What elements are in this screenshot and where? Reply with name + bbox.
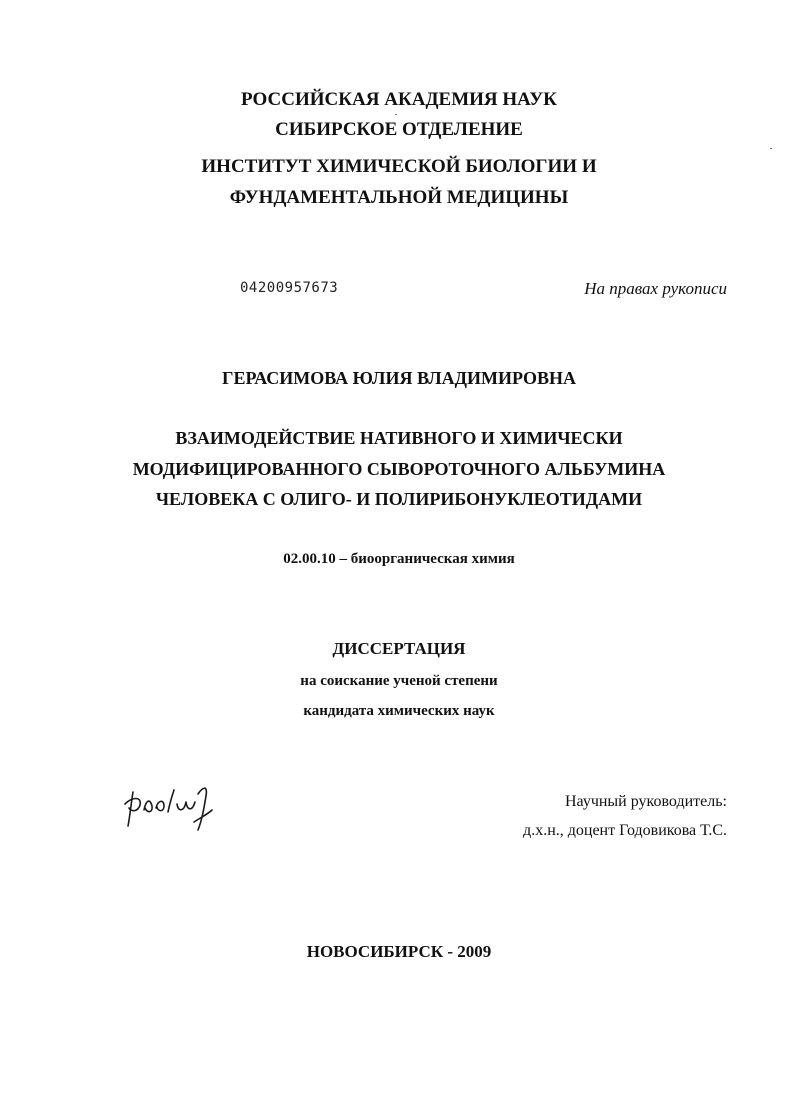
- scan-speck: [770, 148, 772, 149]
- specialty-code: 02.00.10: [283, 551, 336, 567]
- scan-speck: [395, 114, 397, 115]
- specialty: [0, 551, 798, 568]
- manuscript-rights: На правах рукописи: [584, 279, 727, 298]
- registration-number: 04200957673: [240, 280, 339, 296]
- advisor-name: д.х.н., доцент Годовикова Т.С.: [523, 822, 727, 839]
- signature-image: [122, 770, 218, 834]
- title-line1: ВЗАИМОДЕЙСТВИЕ НАТИВНОГО И ХИМИЧЕСКИ: [175, 428, 623, 448]
- author-name: ГЕРАСИМОВА ЮЛИЯ ВЛАДИМИРОВНА: [222, 368, 576, 388]
- institute-name-line1: ИНСТИТУТ ХИМИЧЕСКОЙ БИОЛОГИИ И: [201, 156, 597, 177]
- title-line3: ЧЕЛОВЕКА С ОЛИГО- И ПОЛИРИБОНУКЛЕОТИДАМИ: [155, 489, 643, 509]
- institute-name-line2: ФУНДАМЕНТАЛЬНОЙ МЕДИЦИНЫ: [229, 187, 569, 208]
- specialty-separator: –: [339, 551, 348, 567]
- degree-line2: кандидата химических наук: [303, 703, 495, 719]
- degree-line1: на соискание ученой степени: [300, 673, 498, 689]
- branch-name: СИБИРСКОЕ ОТДЕЛЕНИЕ: [275, 119, 523, 140]
- specialty-name: биоорганическая химия: [350, 551, 515, 567]
- advisor-label: Научный руководитель:: [564, 793, 727, 810]
- title-line2: МОДИФИЦИРОВАННОГО СЫВОРОТОЧНОГО АЛЬБУМИНА: [132, 459, 666, 479]
- dissertation-heading: ДИССЕРТАЦИЯ: [332, 639, 466, 658]
- academy-name: РОССИЙСКАЯ АКАДЕМИЯ НАУК: [241, 89, 557, 110]
- city-year: НОВОСИБИРСК - 2009: [306, 942, 492, 961]
